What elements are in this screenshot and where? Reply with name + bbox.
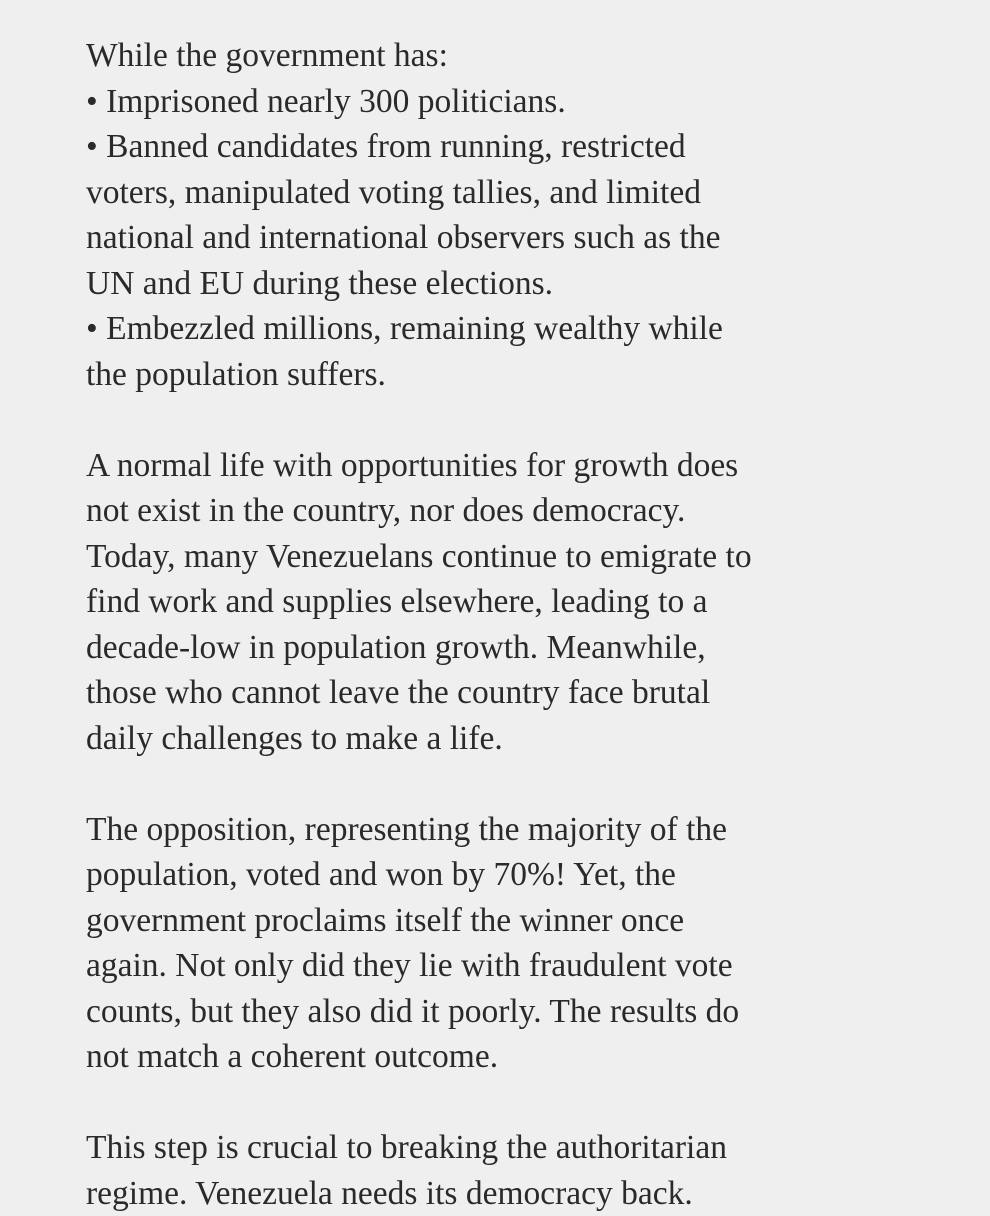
bullet-line: • Embezzled millions, remaining wealthy while <box>86 306 966 352</box>
bullet-line: • Imprisoned nearly 300 politicians. <box>86 79 966 125</box>
intro-heading: While the government has: <box>86 33 966 79</box>
intro-section <box>86 33 966 397</box>
paragraph-line: those who cannot leave the country face brutal <box>86 670 966 716</box>
paragraph-line: counts, but they also did it poorly. The results do <box>86 989 966 1035</box>
paragraph-gap <box>86 1080 966 1126</box>
bullet-line: national and international observers such as the <box>86 215 966 261</box>
paragraph-4 <box>86 1125 966 1216</box>
paragraph-line: government proclaims itself the winner once <box>86 898 966 944</box>
bullet-line: the population suffers. <box>86 352 966 398</box>
paragraph-line: not match a coherent outcome. <box>86 1034 966 1080</box>
paragraph-line: regime. Venezuela needs its democracy back. <box>86 1171 966 1216</box>
bullet-line: • Banned candidates from running, restricted <box>86 124 966 170</box>
bullet-line: UN and EU during these elections. <box>86 261 966 307</box>
paragraph-gap <box>86 761 966 807</box>
paragraph-gap <box>86 397 966 443</box>
paragraph-line: population, voted and won by 70%! Yet, the <box>86 852 966 898</box>
paragraph-line: daily challenges to make a life. <box>86 716 966 762</box>
paragraph-2 <box>86 443 966 762</box>
paragraph-line: find work and supplies elsewhere, leading to a <box>86 579 966 625</box>
paragraph-line: A normal life with opportunities for growth does <box>86 443 966 489</box>
paragraph-line: again. Not only did they lie with fraudulent vote <box>86 943 966 989</box>
paragraph-3 <box>86 807 966 1080</box>
paragraph-line: not exist in the country, nor does democracy. <box>86 488 966 534</box>
paragraph-line: decade-low in population growth. Meanwhile, <box>86 625 966 671</box>
paragraph-line: The opposition, representing the majority of the <box>86 807 966 853</box>
bullet-line: voters, manipulated voting tallies, and limited <box>86 170 966 216</box>
document-text <box>86 33 966 1216</box>
paragraph-line: Today, many Venezuelans continue to emigrate to <box>86 534 966 580</box>
paragraph-line: This step is crucial to breaking the authoritarian <box>86 1125 966 1171</box>
